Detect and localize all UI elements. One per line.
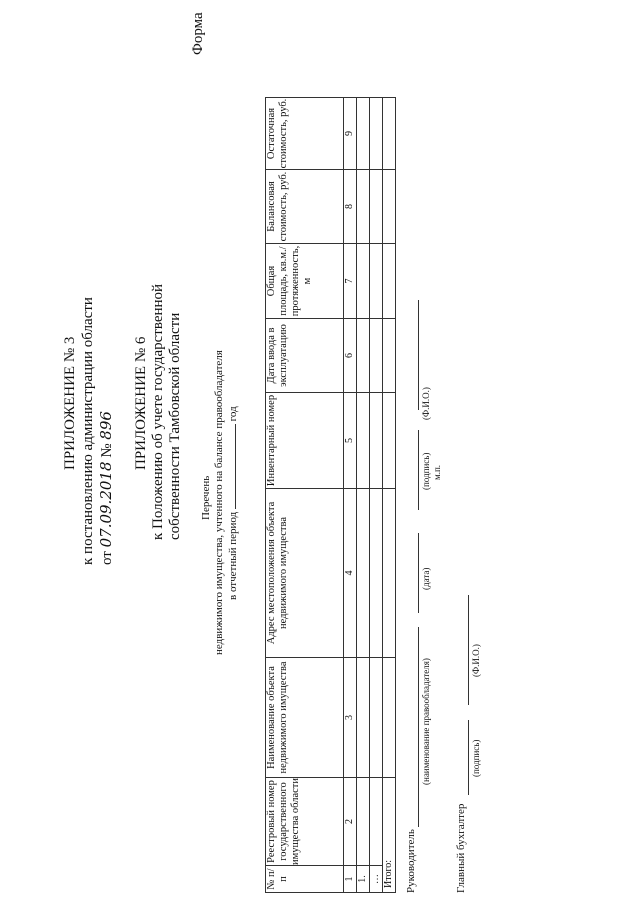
accountant-caption-sign: (подпись) <box>471 739 481 777</box>
number-value: 896 <box>97 411 115 440</box>
col-number: 3 <box>344 658 357 778</box>
col-number: 2 <box>344 778 357 866</box>
head-date-line <box>418 533 419 613</box>
header-row <box>266 98 344 893</box>
table-row <box>370 98 383 893</box>
head-org-line <box>418 627 419 827</box>
appendix6-line2: собственности Тамбовской области <box>167 312 183 540</box>
doc-title: Перечень <box>200 475 212 520</box>
col-number: 9 <box>344 98 357 170</box>
head-caption-org: (наименование правообладателя) <box>421 658 431 785</box>
col-header-name: Наименование объекта недвижимого имущества <box>266 658 344 778</box>
number-prefix: № <box>99 443 115 458</box>
head-label: Руководитель <box>405 829 417 893</box>
accountant-fio-line <box>468 595 469 705</box>
period-line <box>226 406 239 600</box>
col-header-inventory: Инвентарный номер <box>266 393 344 489</box>
period-blank <box>226 424 236 509</box>
col-number: 8 <box>344 170 357 244</box>
head-sign-line <box>418 430 419 510</box>
table-row <box>357 98 370 893</box>
col-header-residual: Остаточная стоимость, руб. <box>266 98 344 170</box>
column-number-row <box>344 98 357 893</box>
head-caption-mp: м.п. <box>432 464 442 480</box>
col-header-area: Общая площадь, кв.м./ протяженность, м <box>266 244 344 319</box>
col-number: 7 <box>344 244 357 319</box>
accountant-sign-line <box>468 720 469 795</box>
appendix6-title: ПРИЛОЖЕНИЕ № 6 <box>133 336 149 470</box>
doc-subtitle: недвижимого имущества, учтенного на балансе правообладателя <box>213 350 225 655</box>
period-suffix: год <box>227 406 239 422</box>
col-header-date: Дата ввода в эксплуатацию <box>266 319 344 393</box>
col-header-registry: Реестровый номер государственного имущества области <box>266 778 344 866</box>
col-number: 4 <box>344 489 357 658</box>
col-number: 1 <box>344 866 357 893</box>
appendix3-line1: к постановлению администрации области <box>80 297 96 565</box>
property-table <box>265 97 396 893</box>
date-prefix: от <box>99 551 115 565</box>
total-label: Итого: <box>383 778 396 893</box>
head-caption-sign: (подпись) <box>421 452 431 490</box>
row-label: 1. <box>357 866 370 893</box>
accountant-caption-fio: (Ф.И.О.) <box>471 644 481 677</box>
appendix6-line1: к Положению об учете государственной <box>150 283 166 540</box>
row-label: … <box>370 866 383 893</box>
col-header-num: № п/п <box>266 866 344 893</box>
appendix3-title: ПРИЛОЖЕНИЕ № 3 <box>62 336 78 470</box>
date-value: 07.09.2018 <box>97 461 115 548</box>
period-prefix: в отчетный период <box>227 511 239 600</box>
col-number: 5 <box>344 393 357 489</box>
total-row <box>383 98 396 893</box>
col-header-balance: Балансовая стоимость, руб. <box>266 170 344 244</box>
appendix3-date-line <box>98 411 116 565</box>
head-fio-line <box>418 300 419 410</box>
form-label: Форма <box>190 12 206 55</box>
col-header-address: Адрес местоположения объекта недвижимого имущества <box>266 489 344 658</box>
head-caption-date: (дата) <box>421 567 431 590</box>
head-caption-fio: (Ф.И.О.) <box>421 387 431 420</box>
accountant-label: Главный бухгалтер <box>455 803 467 893</box>
col-number: 6 <box>344 319 357 393</box>
